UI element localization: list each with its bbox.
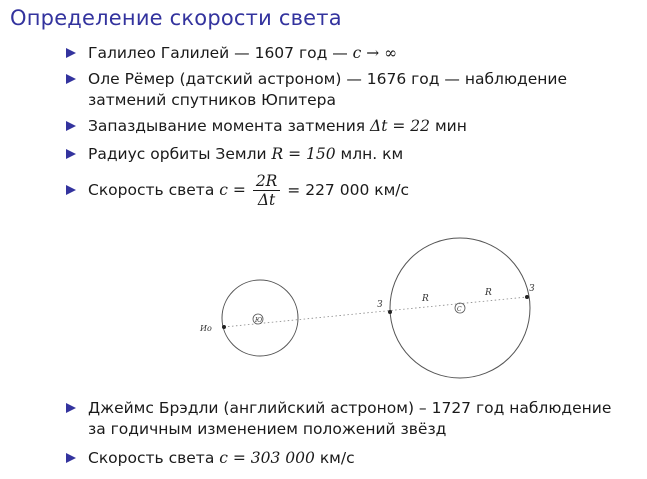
bullet-marker-icon xyxy=(66,403,76,413)
radius-label-left: R xyxy=(422,294,429,304)
bullet-speed-formula: Скорость света c = $\frac{2R}{\Delta t}$ = 227 000 км/с xyxy=(64,171,634,209)
bullet-list-bottom xyxy=(64,398,634,469)
io-label: Ио xyxy=(200,324,212,333)
earth-label-right: З xyxy=(529,284,535,294)
bullet-bradley: Джеймс Брэдли (английский астроном) – 1727 год наблюдение за годичным изменением положений звёзд xyxy=(64,398,634,440)
earth-label-left: З xyxy=(377,300,383,310)
bullet-marker-icon xyxy=(66,453,76,463)
bullet-marker-icon xyxy=(66,48,76,58)
bullet-speed-bradley: Скорость света c = 303 000 км/с xyxy=(64,448,634,469)
light-path-line xyxy=(224,297,527,327)
bullet-list-top xyxy=(64,43,634,209)
radius-label-right: R xyxy=(485,288,492,298)
bullet-marker-icon xyxy=(66,74,76,84)
io-point xyxy=(222,325,226,329)
bullet-marker-icon xyxy=(66,149,76,159)
bullet-orbit-radius: Радиус орбиты Земли R = 150 млн. км xyxy=(64,144,634,165)
slide-title: Определение скорости света xyxy=(10,6,342,30)
bullet-marker-icon xyxy=(66,121,76,131)
earth-point-left xyxy=(388,310,392,314)
bullet-roemer: Оле Рёмер (датский астроном) — 1676 год — наблюдение затмений спутников Юпитера xyxy=(64,69,634,111)
earth-point-right xyxy=(525,295,529,299)
roemer-diagram xyxy=(196,232,541,384)
bullet-galileo: Галилео Галилей — 1607 год — c → ∞ xyxy=(64,43,634,64)
speed-fraction: $\frac{2R}{\Delta t}$ xyxy=(253,172,281,209)
jupiter-label: Ю xyxy=(255,317,263,324)
sun-label: С xyxy=(457,306,462,313)
bullet-marker-icon xyxy=(66,185,76,195)
bullet-eclipse-delay: Запаздывание момента затмения Δt = 22 мин xyxy=(64,116,634,137)
